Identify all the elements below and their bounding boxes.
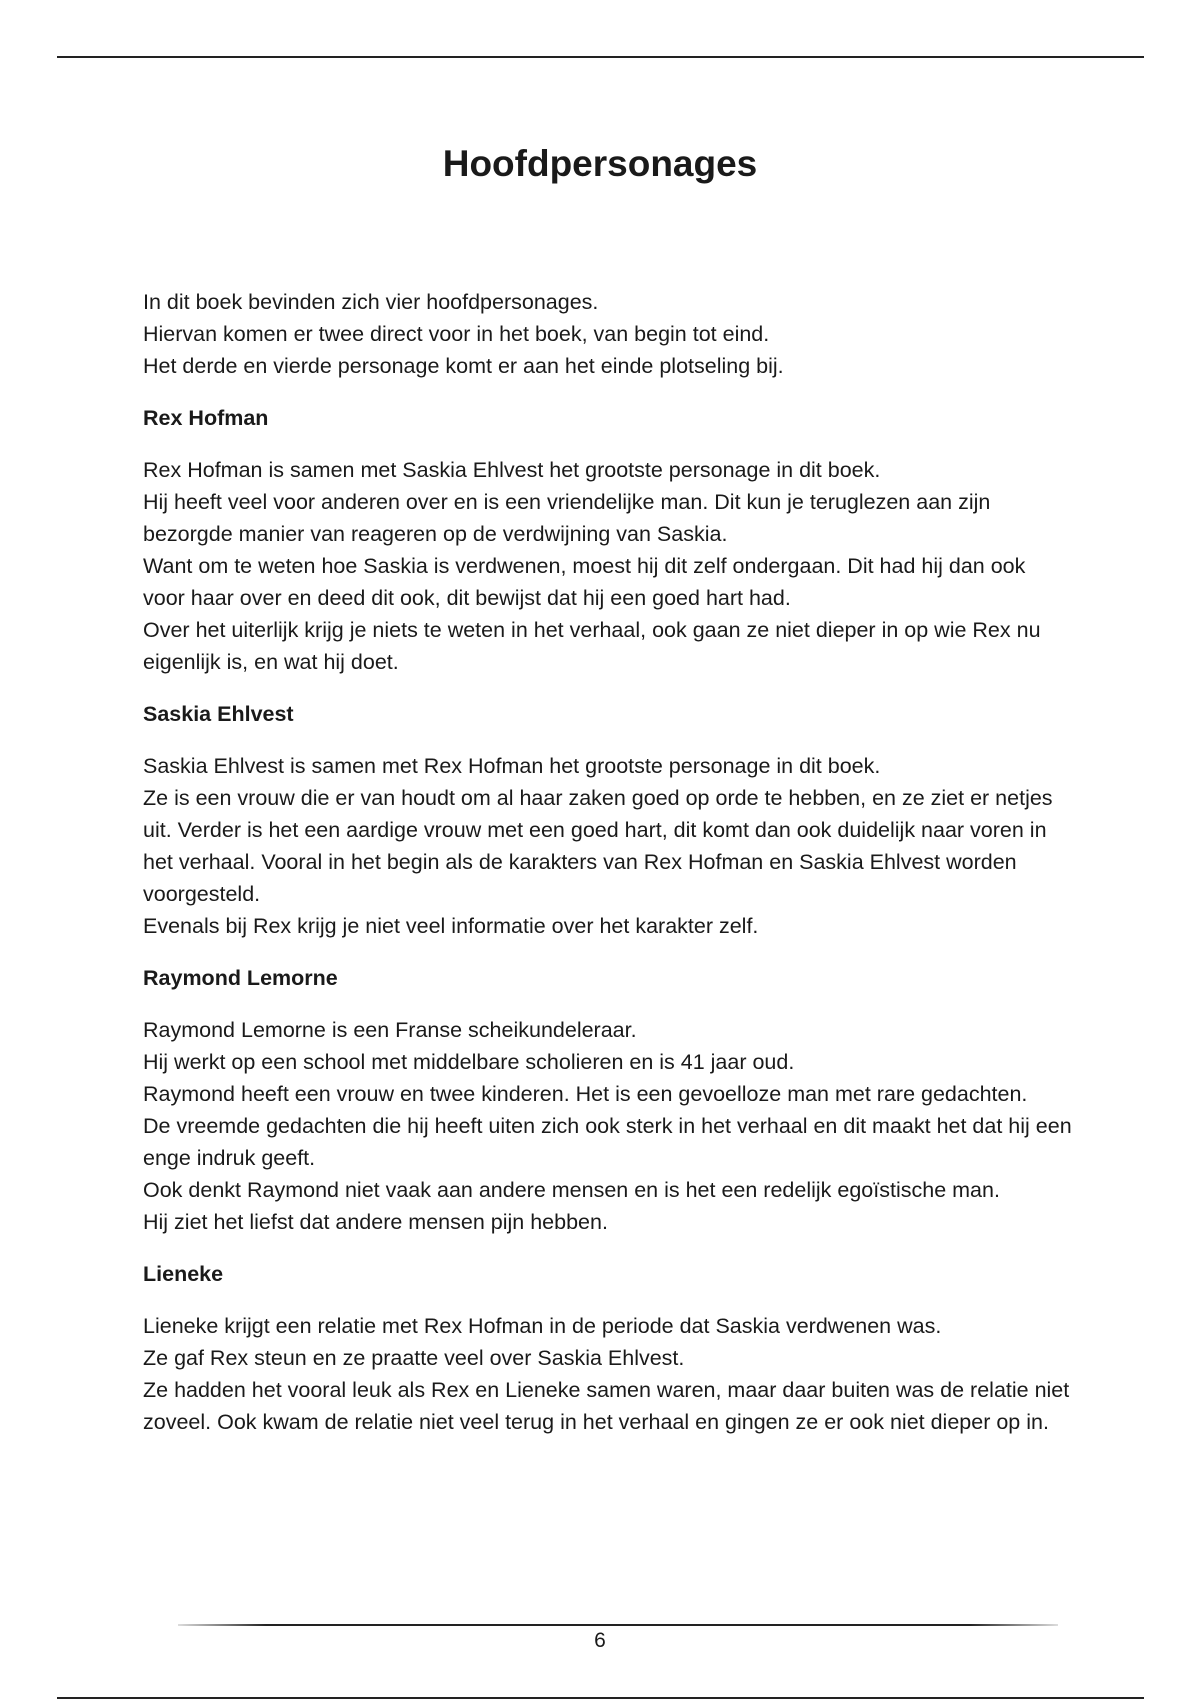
- section-heading: Raymond Lemorne: [143, 966, 338, 990]
- intro-line: Het derde en vierde personage komt er aan het einde plotseling bij.: [143, 354, 784, 378]
- section-rex-hofman: [143, 402, 1073, 678]
- intro-paragraphs: [143, 286, 1073, 382]
- section-paragraph: Ook denkt Raymond niet vaak aan andere mensen en is het een redelijk egoïstische man.: [143, 1178, 1000, 1202]
- section-paragraph: Saskia Ehlvest is samen met Rex Hofman het grootste personage in dit boek.: [143, 754, 881, 778]
- section-paragraph: De vreemde gedachten die hij heeft uiten zich ook sterk in het verhaal en dit maakt het dat hij een enge indruk geeft.: [143, 1114, 1072, 1170]
- section-paragraph: Hij werkt op een school met middelbare scholieren en is 41 jaar oud.: [143, 1050, 795, 1074]
- intro-line: Hiervan komen er twee direct voor in het boek, van begin tot eind.: [143, 322, 770, 346]
- section-paragraph: Ze is een vrouw die er van houdt om al haar zaken goed op orde te hebben, en ze ziet er netjes uit. Verder is het een aardige vrouw met een goed hart, dit komt dan ook duidelijk naar voren in het verhaal. Vooral in het begin als de karakters van Rex Hofman en Saskia Ehlvest worden voorgesteld.: [143, 786, 1053, 906]
- section-paragraph: Want om te weten hoe Saskia is verdwenen, moest hij dit zelf ondergaan. Dit had hij dan ook voor haar over en deed dit ook, dit bewijst dat hij een goed hart had.: [143, 554, 1026, 610]
- section-paragraph: Ze hadden het vooral leuk als Rex en Lieneke samen waren, maar daar buiten was de relatie niet zoveel. Ook kwam de relatie niet veel terug in het verhaal en gingen ze er ook niet dieper op in.: [143, 1378, 1070, 1434]
- page-number: 6: [594, 1629, 606, 1652]
- section-paragraph: Hij ziet het liefst dat andere mensen pijn hebben.: [143, 1210, 608, 1234]
- intro-line: In dit boek bevinden zich vier hoofdpersonages.: [143, 290, 599, 314]
- page-title: Hoofdpersonages: [442, 143, 758, 184]
- section-paragraph: Rex Hofman is samen met Saskia Ehlvest het grootste personage in dit boek.: [143, 458, 881, 482]
- section-heading: Rex Hofman: [143, 406, 269, 430]
- document-body: [143, 286, 1073, 1458]
- section-paragraph: Raymond Lemorne is een Franse scheikundeleraar.: [143, 1018, 637, 1042]
- section-heading: Saskia Ehlvest: [143, 702, 294, 726]
- section-paragraph: Evenals bij Rex krijg je niet veel informatie over het karakter zelf.: [143, 914, 759, 938]
- bottom-rule: [57, 1697, 1144, 1699]
- section-raymond-lemorne: [143, 962, 1073, 1238]
- section-paragraph: Hij heeft veel voor anderen over en is een vriendelijke man. Dit kun je teruglezen aan zijn bezorgde manier van reageren op de verdwijning van Saskia.: [143, 490, 991, 546]
- section-saskia-ehlvest: [143, 698, 1073, 942]
- section-paragraph: Over het uiterlijk krijg je niets te weten in het verhaal, ook gaan ze niet dieper in op wie Rex nu eigenlijk is, en wat hij doet.: [143, 618, 1041, 674]
- footer-rule: [178, 1624, 1058, 1626]
- section-lieneke: [143, 1258, 1073, 1438]
- top-rule: [57, 56, 1144, 58]
- section-paragraph: Raymond heeft een vrouw en twee kinderen. Het is een gevoelloze man met rare gedachten.: [143, 1082, 1028, 1106]
- section-paragraph: Lieneke krijgt een relatie met Rex Hofman in de periode dat Saskia verdwenen was.: [143, 1314, 942, 1338]
- section-paragraph: Ze gaf Rex steun en ze praatte veel over Saskia Ehlvest.: [143, 1346, 685, 1370]
- section-heading: Lieneke: [143, 1262, 224, 1286]
